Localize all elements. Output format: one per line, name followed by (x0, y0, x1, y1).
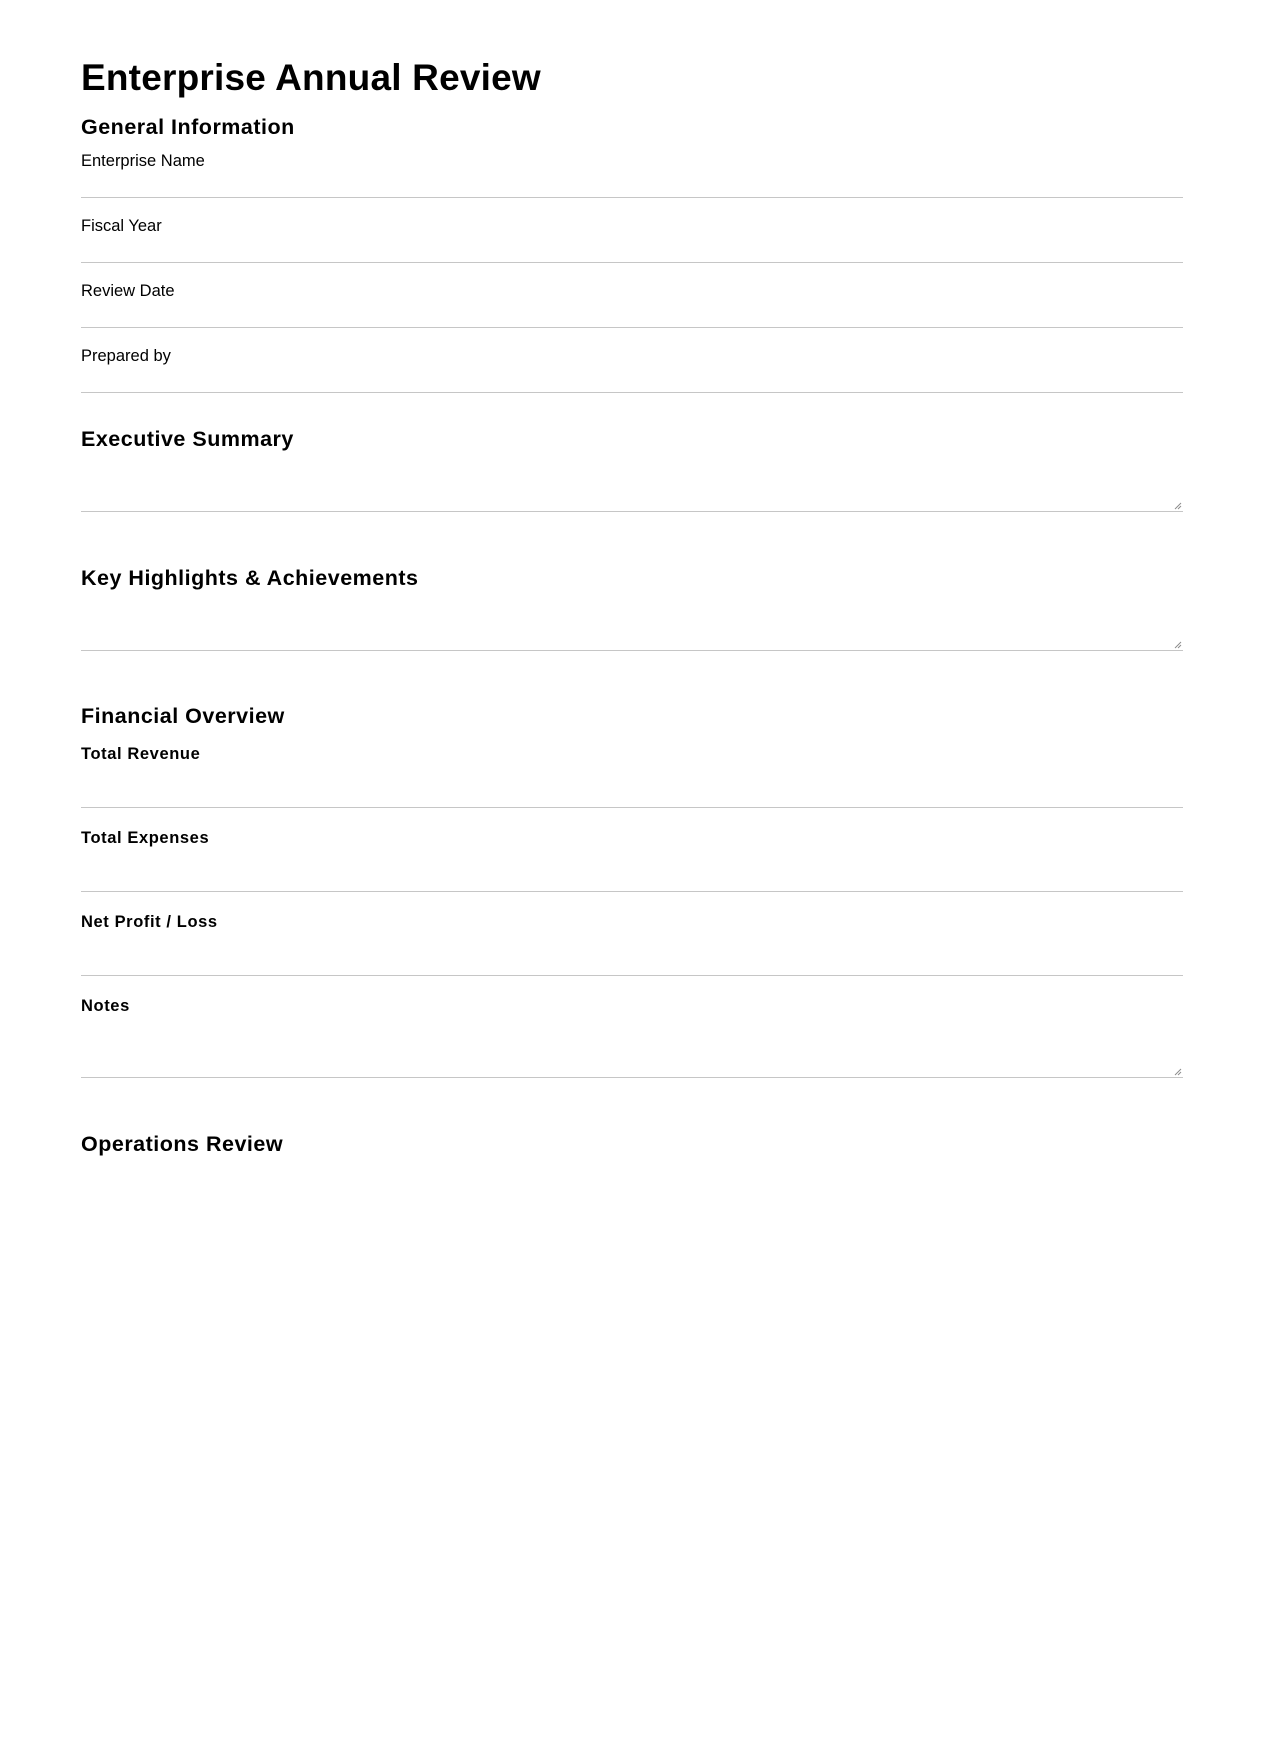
notes-label: Notes (81, 997, 130, 1015)
resize-grip-icon[interactable] (1174, 641, 1182, 649)
total-expenses-label: Total Expenses (81, 829, 210, 847)
executive-summary-textarea[interactable] (81, 462, 1183, 512)
prepared-by-label: Prepared by (81, 347, 171, 365)
resize-grip-icon[interactable] (1174, 502, 1182, 510)
review-date-label: Review Date (81, 282, 175, 300)
resize-grip-icon[interactable] (1174, 1068, 1182, 1076)
executive-summary-heading: Executive Summary (81, 427, 294, 451)
review-date-field[interactable] (81, 300, 1183, 328)
net-profit-loss-field[interactable] (81, 948, 1183, 976)
total-revenue-field[interactable] (81, 780, 1183, 808)
enterprise-name-label: Enterprise Name (81, 152, 205, 170)
total-revenue-label: Total Revenue (81, 745, 201, 763)
fiscal-year-field[interactable] (81, 235, 1183, 263)
total-expenses-field[interactable] (81, 864, 1183, 892)
key-highlights-textarea[interactable] (81, 601, 1183, 651)
fiscal-year-label: Fiscal Year (81, 217, 162, 235)
prepared-by-field[interactable] (81, 365, 1183, 393)
operations-review-heading: Operations Review (81, 1132, 284, 1156)
general-information-heading: General Information (81, 115, 295, 139)
page-title: Enterprise Annual Review (81, 57, 541, 98)
enterprise-name-field[interactable] (81, 170, 1183, 198)
notes-textarea[interactable] (81, 1028, 1183, 1078)
financial-overview-heading: Financial Overview (81, 704, 285, 728)
key-highlights-heading: Key Highlights & Achievements (81, 566, 419, 590)
net-profit-loss-label: Net Profit / Loss (81, 913, 218, 931)
